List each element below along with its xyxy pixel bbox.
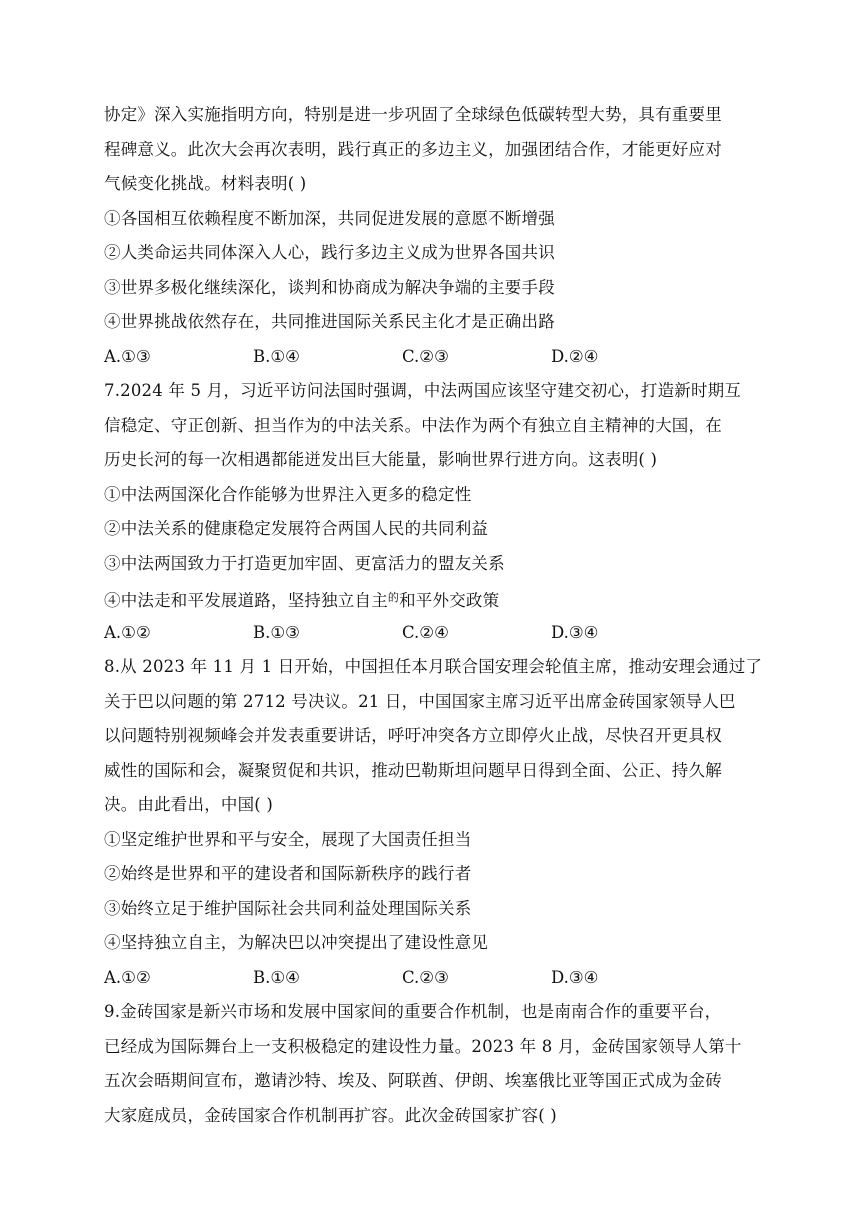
- superscript-char: 的: [387, 591, 400, 604]
- statement-item: ④坚持独立自主，为解决巴以冲突提出了建设性意见: [104, 933, 489, 952]
- question-6: [104, 98, 768, 374]
- stem-line: 协定》深入实施指明方向，特别是进一步巩固了全球绿色低碳转型大势，具有重要里: [104, 105, 722, 124]
- statement-text: 和平外交政策: [399, 591, 500, 610]
- stem-line: 9.金砖国家是新兴市场和发展中国家间的重要合作机制，也是南南合作的重要平台，: [104, 1002, 722, 1021]
- option-d: D.③④: [551, 967, 599, 987]
- statement-item: ②始终是世界和平的建设者和国际新秩序的践行者: [104, 864, 472, 883]
- option-c: C.②④: [402, 622, 449, 642]
- statement-item: ①坚定维护世界和平与安全，展现了大国责任担当: [104, 829, 472, 849]
- question-7: [104, 374, 768, 650]
- stem-line: 程碑意义。此次大会再次表明，践行真正的多边主义，加强团结合作，才能更好应对: [104, 139, 722, 159]
- option-b: B.①④: [253, 967, 300, 987]
- answer-options: [104, 616, 768, 651]
- answer-options: [104, 340, 768, 375]
- option-b: B.①④: [253, 346, 300, 366]
- option-c: C.②③: [402, 346, 449, 366]
- stem-line: 7.2024 年 5 月，习近平访问法国时强调，中法两国应该坚守建交初心，打造新时期互: [104, 381, 742, 400]
- document-body: [104, 98, 768, 1133]
- stem-line: 以问题特别视频峰会并发表重要讲话，呼吁冲突各方立即停火止战，尽快召开更具权: [104, 726, 722, 745]
- statement-item: ③世界多极化继续深化，谈判和协商成为解决争端的主要手段: [104, 277, 555, 297]
- option-d: D.③④: [551, 622, 599, 642]
- statement-text: ④中法走和平发展道路，坚持独立自主: [104, 591, 388, 610]
- statement-item: ③始终立足于维护国际社会共同利益处理国际关系: [104, 898, 472, 918]
- answer-options: [104, 961, 768, 996]
- stem-line: 8.从 2023 年 11 月 1 日开始，中国担任本月联合国安理会轮值主席，推动安理会通过了: [104, 657, 763, 676]
- stem-line: 五次会晤期间宣布，邀请沙特、埃及、阿联酋、伊朗、埃塞俄比亚等国正式成为金砖: [104, 1071, 722, 1090]
- stem-line: 信稳定、守正创新、担当作为的中法关系。中法作为两个有独立自主精神的大国，在: [104, 415, 722, 435]
- statement-item: ②中法关系的健康稳定发展符合两国人民的共同利益: [104, 519, 489, 538]
- stem-line: 历史长河的每一次相遇都能迸发出巨大能量，影响世界行进方向。这表明( ): [104, 450, 658, 469]
- stem-line: 威性的国际和会，凝聚贸促和共识，推动巴勒斯坦问题早日得到全面、公正、持久解: [104, 760, 722, 780]
- stem-line: 气候变化挑战。材料表明( ): [104, 174, 307, 193]
- stem-line: 大家庭成员，金砖国家合作机制再扩容。此次金砖国家扩容( ): [104, 1105, 557, 1125]
- question-8: [104, 650, 768, 995]
- option-b: B.①③: [253, 622, 300, 642]
- stem-line: 关于巴以问题的第 2712 号决议。21 日，中国国家主席习近平出席金砖国家领导人巴: [104, 691, 736, 711]
- option-d: D.②④: [551, 346, 599, 366]
- option-a: A.①②: [104, 622, 151, 642]
- statement-item: [104, 581, 768, 616]
- statement-item: ②人类命运共同体深入人心，践行多边主义成为世界各国共识: [104, 243, 555, 262]
- statement-item: ④世界挑战依然存在，共同推进国际关系民主化才是正确出路: [104, 312, 555, 331]
- option-a: A.①②: [104, 967, 151, 987]
- option-a: A.①③: [104, 346, 151, 366]
- stem-line: 决。由此看出，中国( ): [104, 795, 274, 814]
- statement-item: ①各国相互依赖程度不断加深，共同促进发展的意愿不断增强: [104, 208, 555, 228]
- statement-item: ①中法两国深化合作能够为世界注入更多的稳定性: [104, 484, 472, 504]
- option-c: C.②③: [402, 967, 449, 987]
- statement-item: ③中法两国致力于打造更加牢固、更富活力的盟友关系: [104, 553, 505, 573]
- stem-line: 已经成为国际舞台上一支积极稳定的建设性力量。2023 年 8 月，金砖国家领导人第十: [104, 1036, 742, 1056]
- question-9: [104, 995, 768, 1133]
